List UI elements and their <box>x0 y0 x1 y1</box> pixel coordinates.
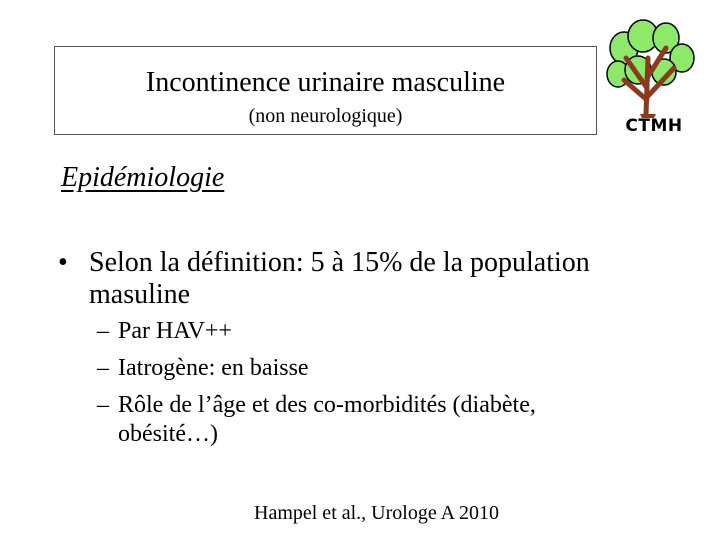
sub-item <box>56 391 616 449</box>
logo-text: CTMH <box>625 116 683 136</box>
sub-item <box>56 317 616 346</box>
sub-list <box>56 317 616 449</box>
slide-subtitle: (non neurologique) <box>248 105 403 127</box>
bullet-marker: • <box>58 247 68 278</box>
sub-item <box>56 354 616 383</box>
bullet-item <box>56 247 616 311</box>
title-box <box>54 46 597 135</box>
citation: Hampel et al., Urologe A 2010 <box>254 502 499 524</box>
section-heading: Epidémiologie <box>61 162 225 193</box>
sub-item-text: Par HAV++ <box>118 318 232 344</box>
sub-marker: – <box>97 355 109 381</box>
bullet-text: Selon la définition: 5 à 15% de la population masuline <box>89 247 590 310</box>
sub-marker: – <box>97 318 109 344</box>
sub-item-text: Rôle de l’âge et des co-morbidités (diabète, obésité…) <box>118 392 536 447</box>
bullet-list <box>56 247 616 457</box>
sub-marker: – <box>97 392 109 418</box>
sub-item-text: Iatrogène: en baisse <box>118 355 309 381</box>
slide-title: Incontinence urinaire masculine <box>145 67 506 98</box>
